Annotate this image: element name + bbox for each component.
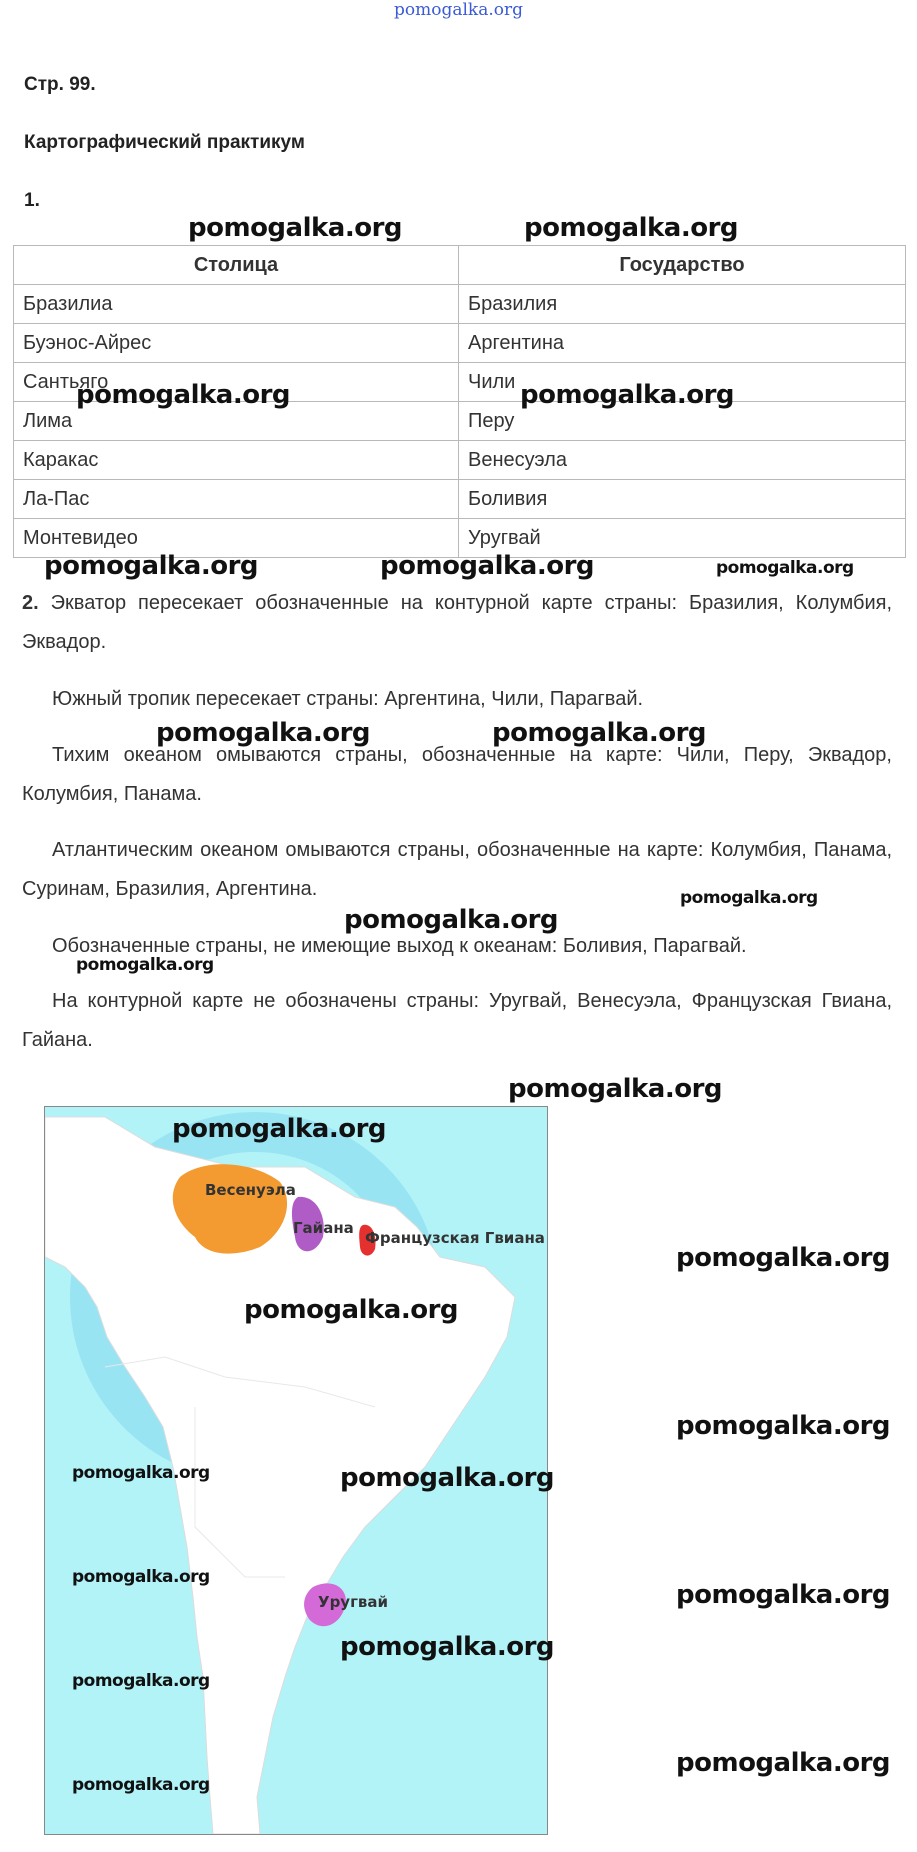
site-header-watermark[interactable]: pomogalka.org (393, 0, 523, 20)
capital-cell: Бразилиа (14, 285, 459, 324)
header-country: Государство (459, 246, 906, 285)
watermark: pomogalka.org (72, 1567, 210, 1587)
watermark: pomogalka.org (72, 1775, 210, 1795)
label-guyana: Гайана (293, 1219, 354, 1237)
table-row (14, 324, 906, 363)
watermark: pomogalka.org (188, 213, 403, 243)
country-cell: Уругвай (459, 519, 906, 558)
equator-text: Экватор пересекает обозначенные на контурной карте страны: Бразилия, Колумбия, Эквадор. (22, 592, 893, 653)
table-row (14, 480, 906, 519)
header-capital: Столица (14, 246, 459, 285)
watermark: pomogalka.org (380, 551, 595, 581)
task-1-number: 1. (24, 190, 40, 211)
atlantic-text: Атлантическим океаном омываются страны, обозначенные на карте: Колумбия, Панама, Суринам, Бразилия, Аргентина. (22, 839, 892, 900)
country-cell: Боливия (459, 480, 906, 519)
capital-cell: Ла-Пас (14, 480, 459, 519)
capital-cell: Буэнос-Айрес (14, 324, 459, 363)
capital-cell: Каракас (14, 441, 459, 480)
watermark: pomogalka.org (340, 1463, 555, 1493)
watermark: pomogalka.org (344, 905, 559, 935)
table-row (14, 441, 906, 480)
country-cell: Перу (459, 402, 906, 441)
watermark: pomogalka.org (716, 558, 854, 578)
label-uruguay: Уругвай (318, 1593, 389, 1611)
label-french-guiana: Французская Гвиана (365, 1229, 545, 1247)
label-venezuela: Весенуэла (205, 1181, 296, 1199)
table-header-row (14, 246, 906, 285)
section-title: Картографический практикум (24, 132, 305, 153)
watermark: pomogalka.org (156, 718, 371, 748)
watermark: pomogalka.org (76, 955, 214, 975)
country-cell: Бразилия (459, 285, 906, 324)
watermark: pomogalka.org (72, 1671, 210, 1691)
watermark: pomogalka.org (676, 1411, 891, 1441)
watermark: pomogalka.org (676, 1748, 891, 1778)
watermark: pomogalka.org (244, 1295, 459, 1325)
pacific-text: Тихим океаном омываются страны, обозначенные на карте: Чили, Перу, Эквадор, Колумбия, Панама. (22, 744, 892, 805)
southern-tropic-text: Южный тропик пересекает страны: Аргентина, Чили, Парагвай. (52, 688, 644, 710)
capital-cell: Монтевидео (14, 519, 459, 558)
task-2-number: 2. (22, 592, 39, 614)
capital-cell: Лима (14, 402, 459, 441)
watermark: pomogalka.org (44, 551, 259, 581)
watermark: pomogalka.org (508, 1074, 723, 1104)
watermark: pomogalka.org (172, 1114, 387, 1144)
not-marked-text: На контурной карте не обозначены страны: Уругвай, Венесуэла, Французская Гвиана, Гайана. (22, 990, 892, 1051)
watermark: pomogalka.org (76, 380, 291, 410)
landlocked-text: Обозначенные страны, не имеющие выход к океанам: Боливия, Парагвай. (52, 935, 747, 957)
watermark: pomogalka.org (524, 213, 739, 243)
watermark: pomogalka.org (676, 1580, 891, 1610)
country-cell: Чили (459, 363, 906, 402)
watermark: pomogalka.org (676, 1243, 891, 1273)
watermark: pomogalka.org (680, 888, 818, 908)
watermark: pomogalka.org (72, 1463, 210, 1483)
country-cell: Венесуэла (459, 441, 906, 480)
capital-cell: Сантьяго (14, 363, 459, 402)
table-row (14, 285, 906, 324)
watermark: pomogalka.org (340, 1632, 555, 1662)
page-number: Стр. 99. (24, 74, 96, 95)
watermark: pomogalka.org (492, 718, 707, 748)
task-2-paragraph-1 (22, 584, 892, 662)
country-cell: Аргентина (459, 324, 906, 363)
watermark: pomogalka.org (520, 380, 735, 410)
